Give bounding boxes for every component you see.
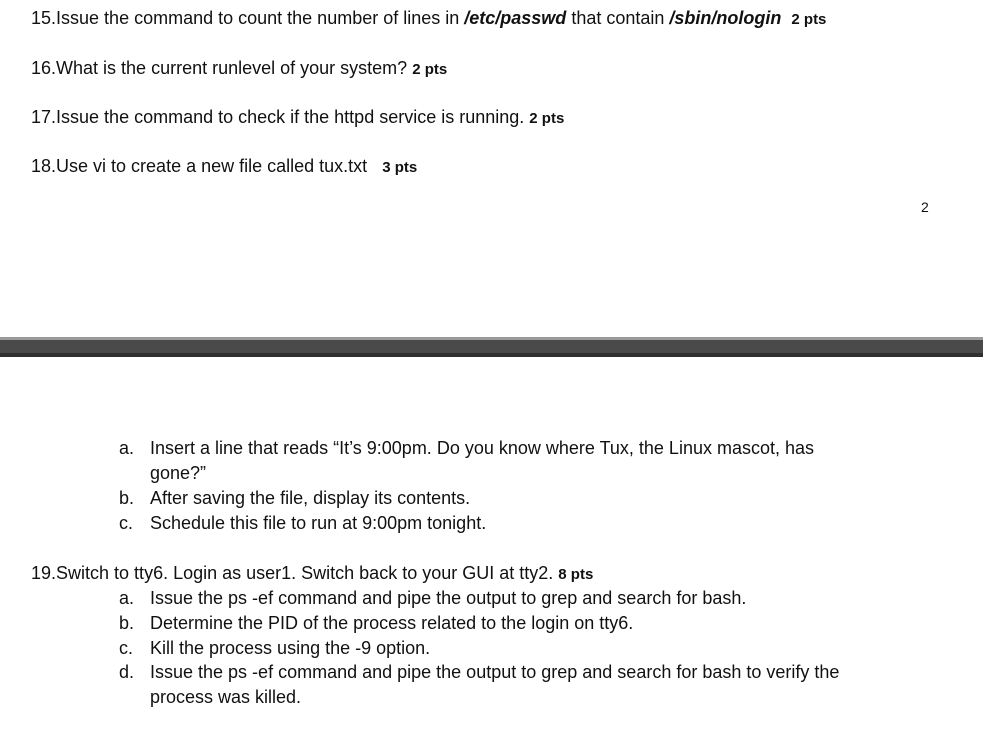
question-number: 17. — [31, 107, 57, 127]
question-text: Issue the command to check if the httpd service is running. — [56, 107, 525, 127]
list-item-label: a. — [119, 588, 135, 608]
list-item-label: c. — [119, 513, 134, 533]
list-item-text: Determine the PID of the process related to the login on tty6. — [150, 613, 634, 633]
list-item-text: Insert a line that reads “It’s 9:00pm. Do you know where Tux, the Linux mascot, has — [150, 438, 815, 458]
page-number: 2 — [921, 199, 929, 215]
page-break-highlight — [0, 337, 983, 340]
question-number: 15. — [31, 8, 57, 28]
points-badge: 3 pts — [382, 159, 418, 176]
points-badge: 2 pts — [412, 61, 448, 78]
list-item-label: c. — [119, 638, 134, 658]
question-17 — [31, 106, 564, 130]
question-text-mid: that contain — [566, 8, 670, 28]
list-item-label: b. — [119, 488, 135, 508]
question-16 — [31, 57, 447, 81]
list-item-text: Schedule this file to run at 9:00pm tonight. — [150, 513, 487, 533]
question-text: Issue the command to count the number of lines in — [56, 8, 465, 28]
list-item-label: a. — [119, 438, 135, 458]
list-item-label: d. — [119, 662, 135, 682]
question-19 — [31, 562, 593, 586]
question-text: Use vi to create a new file called tux.txt — [56, 156, 368, 176]
list-item-text: After saving the file, display its contents. — [150, 488, 471, 508]
points-badge: 2 pts — [791, 11, 827, 28]
question-number: 19. — [31, 563, 57, 583]
path-etc-passwd: /etc/passwd — [464, 8, 567, 28]
points-badge: 8 pts — [558, 566, 594, 583]
question-15 — [31, 7, 826, 31]
list-item-text: Issue the ps -ef command and pipe the output to grep and search for bash to verify the — [150, 662, 840, 682]
page-break-divider — [0, 337, 983, 357]
list-item-text-cont: process was killed. — [150, 687, 302, 707]
points-badge: 2 pts — [529, 110, 565, 127]
list-item-text-cont: gone?” — [150, 463, 207, 483]
list-item-text: Issue the ps -ef command and pipe the output to grep and search for bash. — [150, 588, 747, 608]
page-break-shadow — [0, 353, 983, 357]
question-number: 16. — [31, 58, 57, 78]
list-item-label: b. — [119, 613, 135, 633]
list-item-text: Kill the process using the -9 option. — [150, 638, 431, 658]
path-sbin-nologin: /sbin/nologin — [669, 8, 782, 28]
question-number: 18. — [31, 156, 57, 176]
question-text: Switch to tty6. Login as user1. Switch back to your GUI at tty2. — [56, 563, 554, 583]
question-18 — [31, 155, 417, 179]
question-text: What is the current runlevel of your system? — [56, 58, 408, 78]
